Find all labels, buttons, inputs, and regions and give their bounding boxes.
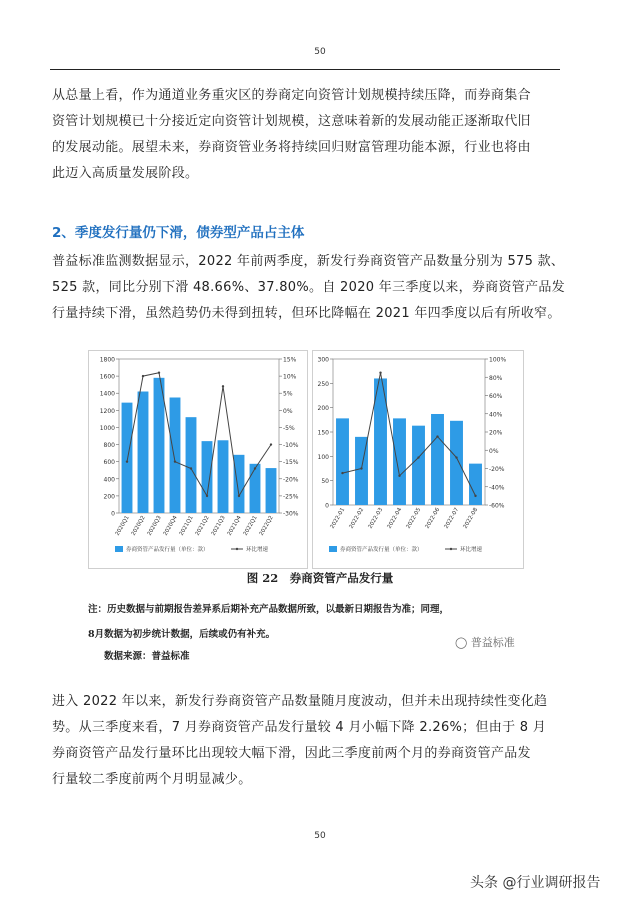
page-number-top: 50 [314,47,326,57]
intro-paragraph [52,83,572,187]
growth-point [238,495,240,497]
chart-monthly-svg [313,351,523,568]
left-tick-label: 1200 [99,407,115,415]
left-tick-label: 800 [103,442,115,450]
category-label: 2022-02 [348,507,366,530]
right-tick-label: -20% [489,466,505,473]
category-label: 2021Q3 [210,515,227,537]
growth-point [417,456,419,458]
growth-line [127,373,271,496]
bar [431,414,444,505]
legend-line-label: 环比增速 [246,547,269,553]
closing-paragraph [52,689,572,793]
body-paragraph [52,249,572,327]
category-label: 2021Q1 [178,515,195,537]
figure-note-line-1: 注：历史数据与前期报告差异系后期补充产品数据所致，以最新日期报告为准；同理， [88,604,450,615]
bar [154,378,165,513]
footer-watermark: 头条 @行业调研报告 [470,875,601,891]
left-tick-label: 1600 [99,373,115,381]
chat-bubble-icon: ◯ [455,636,468,649]
growth-point [360,467,362,469]
left-tick-label: 200 [317,405,329,413]
category-label: 2022-03 [367,507,385,530]
growth-point [270,443,272,445]
chart-quarterly-svg [89,351,307,568]
category-label: 2022-01 [329,507,347,530]
body-line-2: 525 款，同比分别下滑 48.66%、37.80%。自 2020 年三季度以来，券商资管产品发 [52,280,565,295]
growth-point [142,375,144,377]
intro-line-4: 此迈入高质量发展阶段。 [52,166,199,181]
category-label: 2020Q4 [162,515,179,537]
category-label: 2022Q2 [258,515,275,537]
growth-point [398,475,400,477]
closing-line-4: 行量较二季度前两个月明显减少。 [52,772,252,787]
legend-line-marker [450,548,452,550]
growth-point [379,371,381,373]
category-label: 2022-04 [386,507,404,530]
left-tick-label: 200 [103,493,115,501]
left-tick-label: 50 [321,478,329,486]
page-number-bottom: 50 [314,831,326,841]
chart-quarterly [88,350,308,569]
right-tick-label: 80% [489,374,503,382]
left-tick-label: 1000 [99,424,115,432]
bar [218,440,229,513]
right-tick-label: -20% [283,476,299,484]
bar [186,417,197,513]
category-label: 2020Q2 [130,515,147,537]
legend-line-label: 环比增速 [460,547,483,553]
category-label: 2021Q4 [226,515,243,537]
left-tick-label: 300 [317,356,329,364]
category-label: 2022Q1 [242,515,259,537]
right-tick-label: -15% [283,459,299,467]
bar [202,441,213,513]
right-tick-label: 5% [283,390,293,398]
right-tick-label: -40% [489,484,505,492]
category-label: 2022-08 [462,507,480,530]
chart-monthly [312,350,524,569]
bar [170,398,181,514]
legend-bar-label: 券商资管产品发行量（单位：款） [126,547,209,553]
category-label: 2021Q2 [194,515,211,537]
legend-bar-swatch [115,546,123,552]
category-label: 2022-07 [443,507,461,530]
header-rule [50,69,560,70]
right-tick-label: 15% [283,356,297,364]
bar [336,418,349,505]
right-tick-label: -25% [283,493,299,501]
left-tick-label: 1400 [99,390,115,398]
growth-point [436,435,438,437]
growth-point [474,495,476,497]
closing-line-3: 券商资管产品发行量环比出现较大幅下滑，因此三季度前两个月的券商资管产品发 [52,746,531,761]
intro-line-2: 资管计划规模已十分接近定向资管计划规模，这意味着新的发展动能正逐渐取代旧 [52,114,531,129]
bar [250,464,261,513]
figure-note-line-2: 8月数据为初步统计数据，后续或仍有补充。 [88,629,276,640]
category-label: 2020Q3 [146,515,163,537]
growth-point [254,467,256,469]
closing-line-1: 进入 2022 年以来，新发行券商资管产品数量随月度波动，但并未出现持续性变化趋 [52,694,548,709]
right-tick-label: 10% [283,373,297,381]
intro-line-1: 从总量上看，作为通道业务重灾区的券商定向资管计划规模持续压降，而券商集合 [52,88,531,103]
growth-point [222,385,224,387]
left-tick-label: 150 [317,429,329,437]
left-tick-label: 0 [111,510,115,518]
left-tick-label: 1800 [99,356,115,364]
bar [138,392,149,513]
watermark-logo [455,634,515,650]
growth-point [206,495,208,497]
growth-point [455,456,457,458]
bar [469,464,482,505]
left-tick-label: 100 [317,453,329,461]
growth-point [190,467,192,469]
left-tick-label: 600 [103,459,115,467]
right-tick-label: -60% [489,502,505,510]
growth-point [158,371,160,373]
figure-title: 图 22 券商资管产品发行量 [246,571,394,585]
closing-line-2: 势。从三季度来看，7 月券商资管产品发行量较 4 月小幅下降 2.26%；但由于 8 月 [52,720,547,735]
legend-bar-label: 券商资管产品发行量（单位：款） [340,547,423,553]
right-tick-label: 40% [489,411,503,419]
growth-point [126,460,128,462]
legend-line-marker [236,548,238,550]
category-label: 2022-06 [424,507,442,530]
right-tick-label: -5% [283,424,295,432]
growth-point [174,460,176,462]
bar [266,468,277,513]
bar [393,418,406,505]
right-tick-label: 20% [489,429,503,437]
section-heading: 2、季度发行量仍下滑，债券型产品占主体 [52,225,305,241]
figure-source: 数据来源：普益标准 [104,651,190,662]
bar [234,455,245,513]
watermark-text: 普益标准 [470,636,515,649]
bar [122,403,133,513]
category-label: 2022-05 [405,507,423,530]
right-tick-label: 100% [489,356,507,364]
intro-line-3: 的发展动能。展望未来，券商资管业务将持续回归财富管理功能本源，行业也将由 [52,140,531,155]
left-tick-label: 0 [325,502,329,510]
left-tick-label: 400 [103,476,115,484]
body-line-3: 行量持续下滑，虽然趋势仍未得到扭转，但环比降幅在 2021 年四季度以后有所收窄。 [52,306,561,321]
bar [412,426,425,505]
left-tick-label: 250 [317,380,329,388]
legend-bar-swatch [329,546,337,552]
category-label: 2020Q1 [114,515,131,537]
growth-point [341,472,343,474]
body-line-1: 普益标准监测数据显示，2022 年前两季度，新发行券商资管产品数量分别为 575 款、 [52,254,565,269]
bar [450,421,463,505]
right-tick-label: 0% [489,447,499,455]
right-tick-label: 0% [283,407,293,415]
right-tick-label: 60% [489,393,503,400]
right-tick-label: -10% [283,442,299,450]
right-tick-label: -30% [283,510,299,518]
